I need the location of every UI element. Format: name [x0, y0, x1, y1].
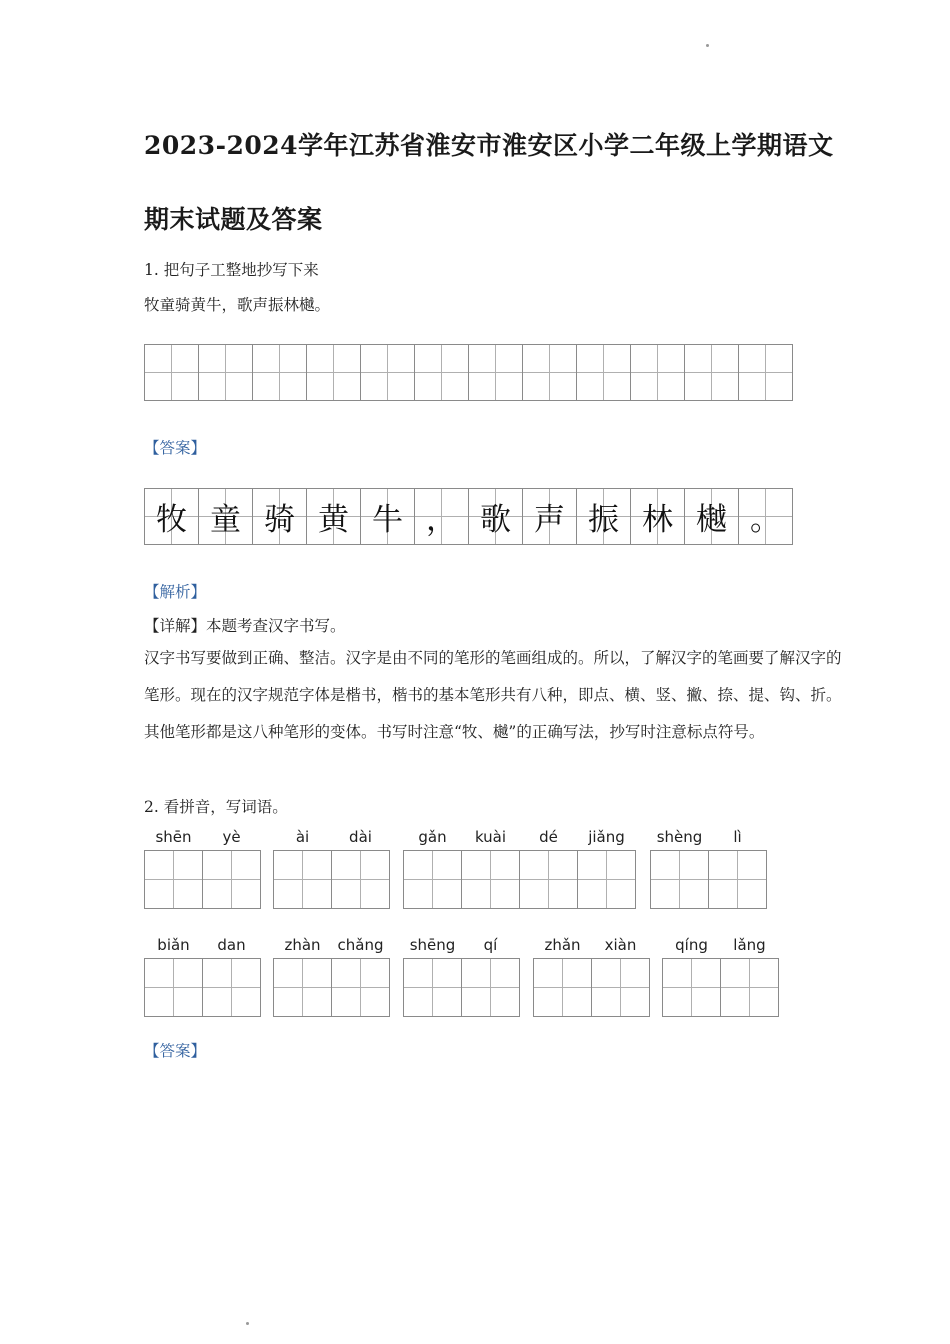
explanation-text: 汉字书写要做到正确、整洁。汉字是由不同的笔形的笔画组成的。所以，了解汉字的笔画要了解汉字的笔形。现在的汉字规范字体是楷书，楷书的基本笔形共有八种，即点、横、竖、撇、捺、提、钩、折。其他笔形都是这八种笔形的变体。书写时注意“牧、樾”的正确写法，抄写时注意标点符号。 [144, 649, 842, 741]
grid-cell [662, 958, 721, 1017]
pinyin-label: xiàn [604, 936, 637, 954]
pinyin-label: shēn [155, 828, 192, 846]
grid-cell [273, 958, 332, 1017]
answer-cell: ， [414, 488, 469, 545]
pinyin-label: kuài [474, 828, 507, 846]
top-mark [706, 44, 709, 47]
grid-cell [522, 344, 577, 401]
grid-cell [144, 344, 199, 401]
copy-grid-empty [144, 344, 792, 401]
copy-grid-answer [144, 488, 792, 545]
pinyin-label: ài [295, 828, 310, 846]
question-1-prompt: 1. 把句子工整地抄写下来 [144, 261, 319, 279]
grid-cell [591, 958, 650, 1017]
page-title-line2: 期末试题及答案 [144, 205, 323, 234]
question-2-prompt: 2. 看拼音，写词语。 [144, 798, 288, 816]
pinyin-label: dan [217, 936, 246, 954]
grid-cell [403, 850, 462, 909]
pinyin-label: lǎng [733, 936, 766, 954]
grid-cell [684, 344, 739, 401]
grid-cell [144, 850, 203, 909]
grid-cell [331, 958, 390, 1017]
pinyin-label: shēng [409, 936, 456, 954]
answer-cell: 黄 [306, 488, 361, 545]
pinyin-label: shèng [656, 828, 703, 846]
answer-cell: 振 [576, 488, 631, 545]
grid-cell [461, 958, 520, 1017]
answer-tag-2: 【答案】 [144, 1042, 207, 1060]
pinyin-label: dài [349, 828, 372, 846]
grid-cell [202, 850, 261, 909]
grid-cell [273, 850, 332, 909]
pinyin-label: zhǎn [544, 936, 581, 954]
pinyin-label: gǎn [418, 828, 447, 846]
pinyin-label: dé [539, 828, 558, 846]
grid-cell [198, 344, 253, 401]
answer-cell: 。 [738, 488, 793, 545]
grid-cell [630, 344, 685, 401]
grid-cell [331, 850, 390, 909]
answer-tag-1: 【答案】 [144, 439, 207, 457]
grid-cell [519, 850, 578, 909]
pinyin-label: qíng [675, 936, 708, 954]
answer-cell: 樾 [684, 488, 739, 545]
grid-cell [414, 344, 469, 401]
answer-cell: 牧 [144, 488, 199, 545]
pinyin-label: zhàn [284, 936, 321, 954]
answer-cell: 声 [522, 488, 577, 545]
analysis-tag: 【解析】 [144, 583, 207, 601]
pinyin-label: yè [222, 828, 241, 846]
grid-cell [708, 850, 767, 909]
grid-cell [576, 344, 631, 401]
grid-cell [720, 958, 779, 1017]
grid-cell [738, 344, 793, 401]
page-title-line1: 2023-2024学年江苏省淮安市淮安区小学二年级上学期语文 [144, 131, 834, 160]
pinyin-label: qí [483, 936, 498, 954]
pinyin-label: chǎng [337, 936, 384, 954]
answer-cell: 林 [630, 488, 685, 545]
pinyin-label: biǎn [157, 936, 190, 954]
bottom-mark [246, 1322, 249, 1325]
answer-cell: 牛 [360, 488, 415, 545]
answer-cell: 童 [198, 488, 253, 545]
pinyin-label: jiǎng [588, 828, 625, 846]
grid-cell [144, 958, 203, 1017]
answer-cell: 歌 [468, 488, 523, 545]
grid-cell [360, 344, 415, 401]
grid-cell [468, 344, 523, 401]
answer-cell: 骑 [252, 488, 307, 545]
grid-cell [533, 958, 592, 1017]
grid-cell [252, 344, 307, 401]
pinyin-label: lì [733, 828, 742, 846]
grid-cell [577, 850, 636, 909]
grid-cell [650, 850, 709, 909]
detail-line: 【详解】本题考查汉字书写。 [144, 617, 346, 635]
question-1-sentence: 牧童骑黄牛，歌声振林樾。 [144, 296, 331, 314]
grid-cell [306, 344, 361, 401]
grid-cell [461, 850, 520, 909]
grid-cell [403, 958, 462, 1017]
grid-cell [202, 958, 261, 1017]
